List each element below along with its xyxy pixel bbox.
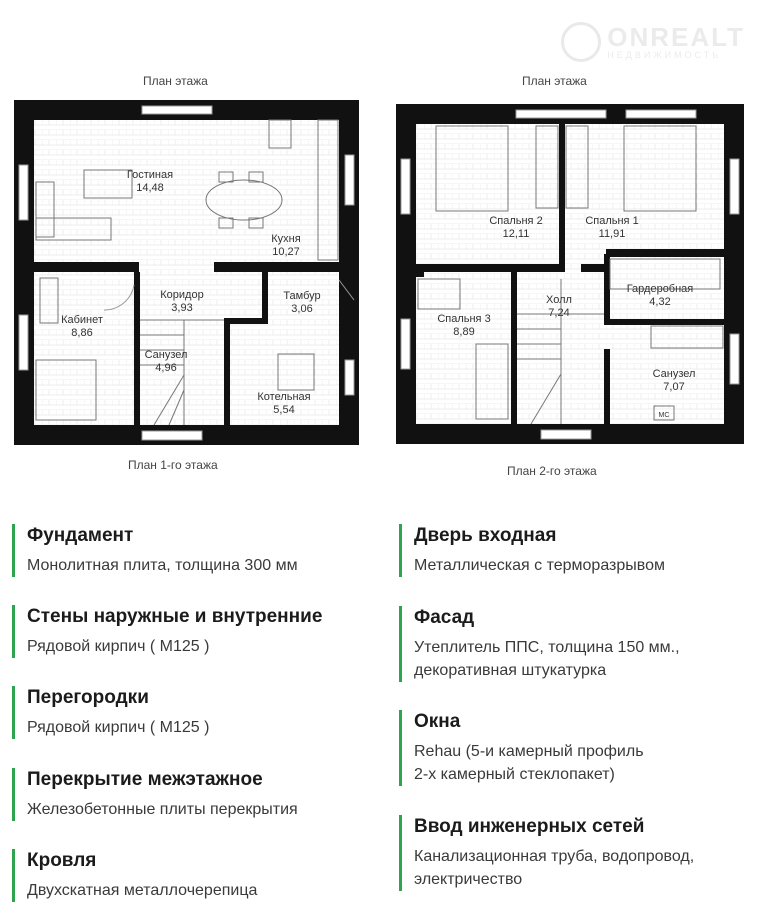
room-bathroom2: Санузел [652, 368, 696, 380]
room-bathroom2-area: 7,07 [663, 381, 685, 393]
spec-windows [399, 710, 759, 786]
room-bedroom2: Спальня 2 [489, 215, 543, 227]
plan2-top-label: План этажа [522, 74, 587, 88]
spec-desc: Рядовой кирпич ( М125 ) [27, 719, 210, 736]
room-living: Гостиная [126, 169, 174, 181]
spec-title: Стены наружные и внутренние [27, 606, 323, 627]
room-corridor: Коридор [160, 289, 204, 301]
room-hall-area: 7,24 [548, 307, 570, 319]
spec-desc: Утеплитель ППС, толщина 150 мм., декоративная штукатурка [414, 639, 680, 679]
floor-plan-2 [396, 104, 746, 449]
room-bedroom1: Спальня 1 [585, 215, 639, 227]
spec-desc: Железобетонные плиты перекрытия [27, 801, 298, 818]
spec-entrance-door [399, 524, 759, 577]
room-bedroom3: Спальня 3 [437, 313, 491, 325]
spec-partitions [12, 686, 372, 739]
plan1-top-label: План этажа [143, 74, 208, 88]
spec-title: Фундамент [27, 525, 134, 546]
plan1-bottom-label: План 1-го этажа [128, 458, 218, 472]
logo-icon [561, 22, 601, 62]
room-wardrobe: Гардеробная [626, 283, 694, 295]
spec-title: Ввод инженерных сетей [414, 816, 645, 837]
room-vestibule-area: 3,06 [291, 303, 313, 315]
spec-title: Окна [414, 711, 461, 732]
spec-utilities [399, 815, 759, 891]
spec-desc: Двухскатная металлочерепица [27, 882, 258, 899]
spec-title: Кровля [27, 850, 97, 871]
spec-desc: Металлическая с терморазрывом [414, 557, 665, 574]
room-bedroom3-area: 8,89 [453, 326, 475, 338]
room-wardrobe-area: 4,32 [649, 296, 671, 308]
spec-walls [12, 605, 372, 658]
fixture-label: МС [658, 412, 670, 419]
spec-desc: Канализационная труба, водопровод, электричество [414, 848, 695, 888]
watermark-sub: НЕДВИЖИМОСТЬ [607, 50, 722, 60]
room-bedroom2-area: 12,11 [502, 228, 530, 240]
spec-desc: Рядовой кирпич ( М125 ) [27, 638, 210, 655]
spec-foundation [12, 524, 372, 577]
room-living-area: 14,48 [136, 182, 164, 194]
watermark-brand: ONREALT [607, 22, 745, 52]
spec-desc: Rehau (5-и камерный профиль 2-х камерный стеклопакет) [414, 743, 644, 783]
room-boiler-area: 5,54 [273, 404, 295, 416]
room-bathroom: Санузел [144, 349, 188, 361]
room-kitchen: Кухня [271, 233, 301, 245]
spec-title: Фасад [414, 607, 475, 628]
plan2-bottom-label: План 2-го этажа [507, 464, 597, 478]
room-office: Кабинет [61, 314, 103, 326]
room-hall: Холл [546, 294, 572, 306]
spec-roof [12, 849, 372, 902]
spec-facade [399, 606, 759, 682]
room-bathroom-area: 4,96 [155, 362, 177, 374]
room-office-area: 8,86 [71, 327, 93, 339]
spec-title: Дверь входная [414, 525, 557, 546]
room-bedroom1-area: 11,91 [598, 228, 626, 240]
spec-floor-slab [12, 768, 372, 821]
room-kitchen-area: 10,27 [272, 246, 300, 258]
room-boiler: Котельная [257, 391, 311, 403]
room-corridor-area: 3,93 [171, 302, 193, 314]
spec-desc: Монолитная плита, толщина 300 мм [27, 557, 298, 574]
room-vestibule: Тамбур [283, 290, 321, 302]
spec-title: Перекрытие межэтажное [27, 769, 263, 790]
floor-plan-1 [14, 100, 359, 450]
watermark-logo [561, 22, 745, 62]
spec-title: Перегородки [27, 687, 149, 708]
